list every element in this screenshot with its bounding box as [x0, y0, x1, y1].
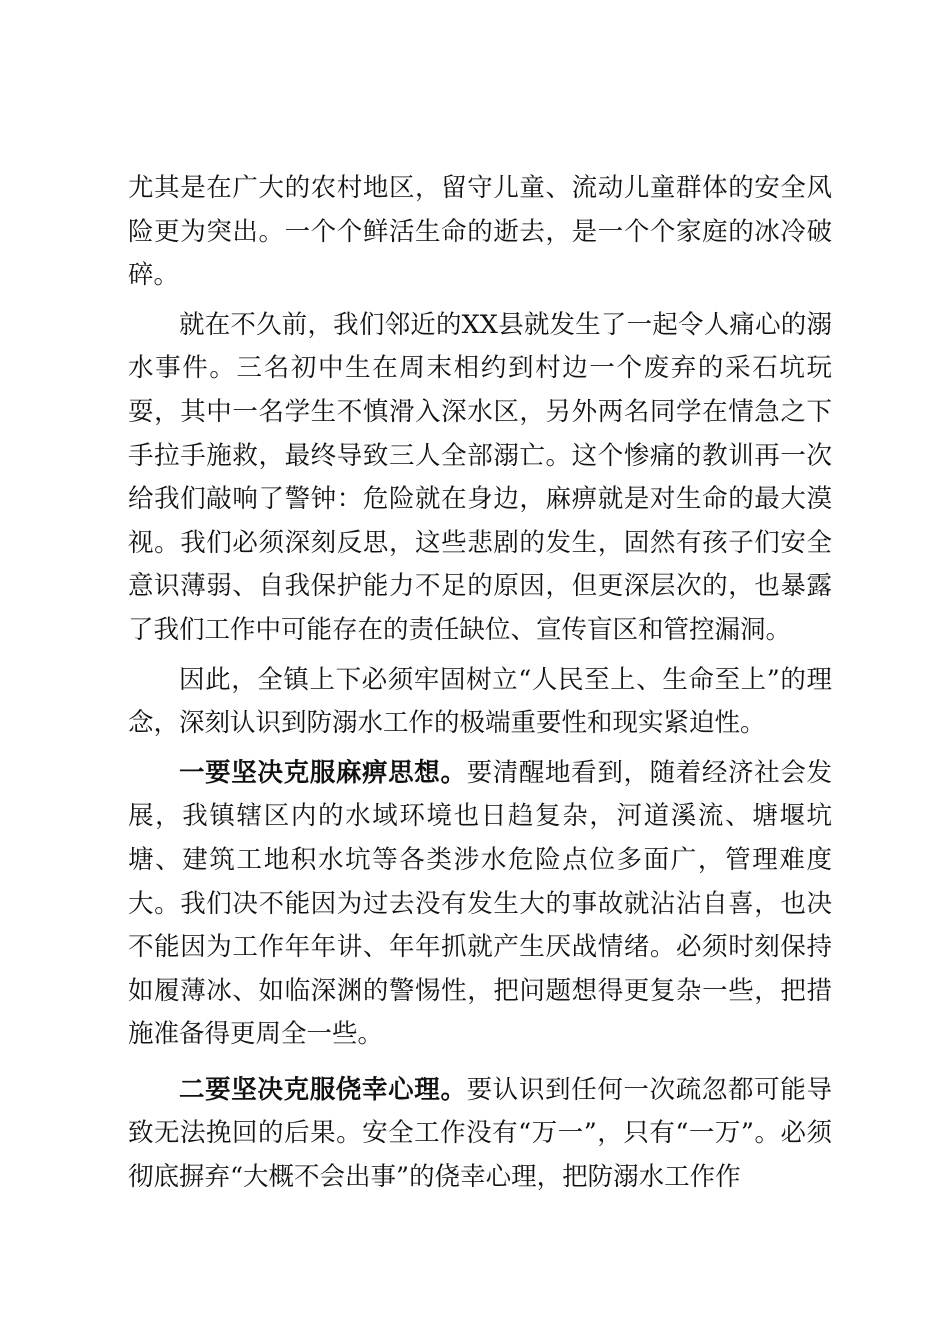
- paragraph-continued-from-previous-page: [128, 167, 832, 298]
- paragraph-text: 要清醒地看到，随着经济社会发展，我镇辖区内的水域环境也日趋复杂，河道溪流、塘堰坑塘、建筑工地积水坑等各类涉水危险点位多面广，管理难度大。我们决不能因为过去没有发生大的事故就沾沾自喜，也决不能因为工作年年讲、年年抓就产生厌战情绪。必须时刻保持如履薄冰、如临深渊的警惕性，把问题想得更复杂一些，把措施准备得更周全一些。: [128, 757, 832, 1050]
- paragraph-text: 就在不久前，我们邻近的XX县就发生了一起令人痛心的溺水事件。三名初中生在周末相约到村边一个废弃的采石坑玩耍，其中一名学生不慎滑入深水区，另外两名同学在情急之下手拉手施救，最终导致三人全部溺亡。这个惨痛的教训再一次给我们敲响了警钟：危险就在身边，麻痹就是对生命的最大漠视。我们必须深刻反思，这些悲剧的发生，固然有孩子们安全意识薄弱、自我保护能力不足的原因，但更深层次的，也暴露了我们工作中可能存在的责任缺位、宣传盲区和管控漏洞。: [128, 309, 832, 645]
- paragraph-lead-heading: 二要坚决克服侥幸心理。: [179, 1074, 467, 1105]
- paragraph-incident-report: [128, 304, 832, 653]
- paragraph-point-two: [128, 1069, 832, 1200]
- paragraph-text: 尤其是在广大的农村地区，留守儿童、流动儿童群体的安全风险更为突出。一个个鲜活生命的逝去，是一个个家庭的冰冷破碎。: [128, 173, 832, 291]
- paragraph-conclusion: [128, 659, 832, 746]
- paragraph-text: 因此，全镇上下必须牢固树立“人民至上、生命至上”的理念，深刻认识到防溺水工作的极端重要性和现实紧迫性。: [128, 664, 832, 739]
- paragraph-point-one: [128, 752, 832, 1057]
- paragraph-text: 要认识到任何一次疏忽都可能导致无法挽回的后果。安全工作没有“万一”，只有“一万”。必须彻底摒弃“大概不会出事”的侥幸心理，把防溺水工作作: [128, 1074, 832, 1193]
- paragraph-lead-heading: 一要坚决克服麻痹思想。: [179, 757, 467, 788]
- document-body: [128, 167, 832, 1200]
